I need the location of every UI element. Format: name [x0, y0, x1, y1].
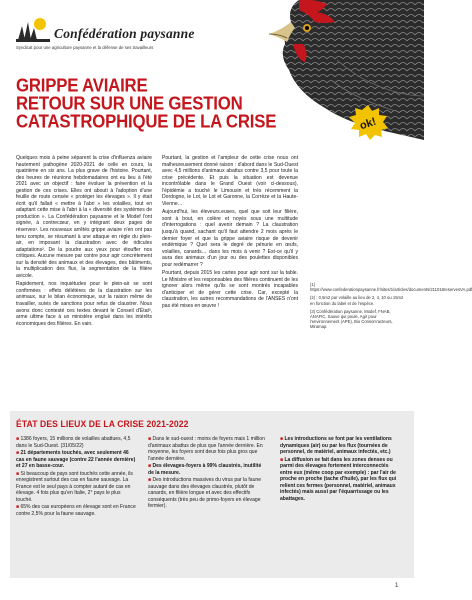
confederation-paysanne-logo — [16, 16, 50, 42]
list-item: ■ La diffusion se fait dans les zones denses ou parmi des élevages fortement interconnectés entre eux (même coop par exemple) : par l'air de proche en proche (tache d'huile), par les flux qui relient ces fermes (personnel, matériel, animaux infectés) mais aussi par l'équarrissage ou les abattages. — [280, 456, 397, 502]
org-tagline: Syndicat pour une agriculture paysanne et la défense de ses travailleurs — [16, 45, 154, 50]
summary-column-2 — [148, 436, 268, 511]
footnotes — [310, 282, 472, 333]
footnote-2: (2) : 0,5m2 par volaille au lieu de 2, 4, 10 ou 15m2 en fonction du label et de l'espèce. — [310, 295, 404, 306]
org-name: Confédération paysanne — [54, 26, 195, 41]
title-line-1: GRIPPE AVIAIRE — [16, 74, 148, 97]
article-column-2 — [162, 155, 298, 312]
summary-column-3 — [280, 436, 400, 503]
list-item: ■ Si beaucoup de pays sont touchés cette année, ils enregistrent surtout des cas en faune sauvage. La France est le seul pays à compter autant de cas en élevage. 4 fois plus qu'en Italie, 2° pays le plus touché. — [16, 470, 133, 503]
paragraph: Pourtant, depuis 2015 les cartes pour agir sont sur la table. Le Ministre et les responsables des filières continuent de les ignorer alors même qu'ils se sont montrés incapables d'anticiper et de gérer cette crise. Car, excepté la claustration, les autres recommandations de l'ANSES n'ont pas été mises en œuvre ! — [162, 270, 298, 310]
title-line-3: CATASTROPHIQUE DE LA CRISE — [16, 110, 277, 133]
list-item: ■ Dans le sud-ouest : moins de foyers mais 1 million d'animaux abattus de plus que l'année dernière. En moyenne, les foyers sont deux fois plus gros que l'année dernière. — [148, 436, 265, 462]
paragraph: Aujourd'hui, les éleveurs.euses, quel que soit leur filière, sont à bout, en colère et noyés sous une multitude d'interrogations : quel avenir demain ? La claustration jusqu'à quand, sachant qu'il faut attendre 2 mois après le dernier foyer et que la grippe aviaire risque de devenir endémique ? Quel sera le degré de pénurie en œufs, volailles, canards… dans les mois à venir ? Est-ce qu'il y aura des animaux d'un jour ou des poulettes disponibles pour redémarrer ? — [162, 209, 298, 268]
list-item: ■ 21 départements touchés, avec seulement 46 cas en faune sauvage (contre 22 l'année dernière) et 27 en basse-cour. — [16, 450, 136, 469]
list-item: ■ Les introductions se font par les ventilations dynamiques (air) ou par les flux (tournées de personnel, de matériel, animaux infectés, etc.) — [280, 436, 392, 455]
ok-sticker — [348, 104, 388, 140]
footnote-3: (3) Confédération paysanne, Modef, FNAB, ANAFIC, Sauve qui poule, Agir pour l'environnement (APE), Bio Consom'acteurs, Miramap. — [310, 308, 393, 330]
page-number: 1 — [395, 583, 399, 589]
paragraph: Quelques mois à peine séparent la crise d'influenza aviaire hautement pathogène 2020-2021 de celle en cours, la quatrième en six ans. La plus grave de l'histoire. Pourtant, des heures de réunions hebdomadaires ont eu lieu à l'été 2021 avec un objectif : faire évoluer la prévention et la gestion de ces crises. Elles ont abouti à l'adoption d'une feuille de route censée « protéger les élevages ». Il y était écrit qu'il fallait « mettre à l'abri » les volailles, tout en adaptant cette mise à l'abri à la « diversité des systèmes de production ». La Confédération paysanne et le Modef l'ont signée, à contrecœur, en y intégrant deux pages de réserves¹. Les nouveaux arrêtés grippe aviaire n'en ont pas tenu compte, se résumant à une attaque en règle du plein-air, en imposant la claustration avec de ridicules adaptations². De la poudre aux yeux pour étouffer nos critiques. Aucune mesure par contre pour agir concrètement sur la densité des animaux et des élevages, des bâtiments, la multiplication des flux, la segmentation de la filière avicole. — [16, 155, 152, 279]
article-title — [16, 74, 306, 133]
sticker-text: ok! — [358, 115, 378, 133]
list-item: ■ Des introductions massives du virus par la faune sauvage dans des élevages claustrés, plutôt de canards, en filière longue et avec des effectifs conséquents (très peu de primo-foyers en élevage fermier). — [148, 477, 261, 509]
title-line-2: RETOUR SUR UNE GESTION — [16, 92, 243, 115]
footnote-1: (1) https://www.confederationpaysanne.fr/sites/1/articles/documents/211018reservesVA.pdf — [310, 282, 472, 293]
article-column-1 — [16, 155, 152, 329]
summary-column-1 — [16, 436, 136, 518]
paragraph: Rapidement, nos inquiétudes pour le plein-air se sont confirmées : effets délétères de la claustration sur les animaux, sur le bilan économique, sur la raison même de travailler, suivis de sanctions pour refus de claustrer. Nous avons donc contesté ces textes devant le Conseil d'État³, arme ultime face à un ministère englué dans les intérêts économiques des filières. En vain. — [16, 281, 152, 327]
list-item: ■ 65% des cas européens en élevage sont en France contre 2,5% pour la faune sauvage. — [16, 504, 136, 517]
paragraph: Pourtant, la gestion et l'ampleur de cette crise nous ont malheureusement donné raison : d'abord dans le Sud-Ouest avec 4,5 millions d'animaux abattus contre 3,5 pour toute la crise précédente. Et puis la situation est devenue incontrôlable dans le Grand Ouest (voir ci-dessous), l'épidémie a touché le Limousin et très récemment la Dordogne, le Lot, le Lot et Garonne, la Corrèze et la Haute-Vienne… — [162, 155, 298, 207]
summary-box-title: ÉTAT DES LIEUX DE LA CRISE 2021-2022 — [16, 418, 189, 430]
list-item: ■ 1386 foyers, 15 millions de volailles abattues, 4,5 dans le Sud-Ouest. (31/05/22) — [16, 436, 131, 449]
list-item: ■ Des élevages-foyers à 99% claustrés, inutilité de la mesure. — [148, 463, 262, 476]
